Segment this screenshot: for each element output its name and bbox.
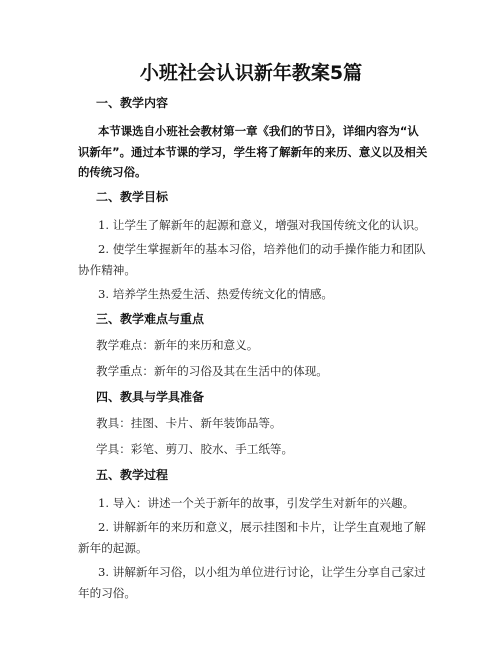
section-heading-process: 五、教学过程 [96,467,169,482]
student-materials-line: 学具：彩笔、剪刀、胶水、手工纸等。 [96,441,294,456]
section-heading-materials: 四、教具与学具准备 [96,389,205,404]
process-item: 3. 讲解新年习俗，以小组为单位进行讨论，让学生分享自己家过年的习俗。 [78,565,426,600]
section-content-paragraph: 本节课选自小班社会教材第一章《我们的节日》，详细内容为“认识新年”。通过本节课的学习，学生将了解新年的来历、意义以及相关的传统习俗。 [78,124,428,179]
teaching-aids-line: 教具：挂图、卡片、新年装饰品等。 [96,415,282,430]
goal-item: 2. 使学生掌握新年的基本习俗，培养他们的动手操作能力和团队协作精神。 [78,242,426,277]
section-heading-difficulty: 三、教学难点与重点 [96,311,205,326]
document-title: 小班社会认识新年教案5篇 [139,62,363,84]
goal-item: 1. 让学生了解新年的起源和意义，增强对我国传统文化的认识。 [98,217,426,232]
section-heading-goals: 二、教学目标 [96,189,169,204]
document-body [78,95,428,607]
process-item: 2. 讲解新年的来历和意义，展示挂图和卡片，让学生直观地了解新年的起源。 [78,520,426,555]
focus-line: 教学重点：新年的习俗及其在生活中的体现。 [96,363,328,378]
process-item: 1. 导入：讲述一个关于新年的故事，引发学生对新年的兴趣。 [98,495,415,510]
section-heading-content: 一、教学内容 [96,96,169,110]
goal-item: 3. 培养学生热爱生活、热爱传统文化的情感。 [98,287,334,301]
difficulty-line: 教学难点：新年的来历和意义。 [96,337,259,352]
